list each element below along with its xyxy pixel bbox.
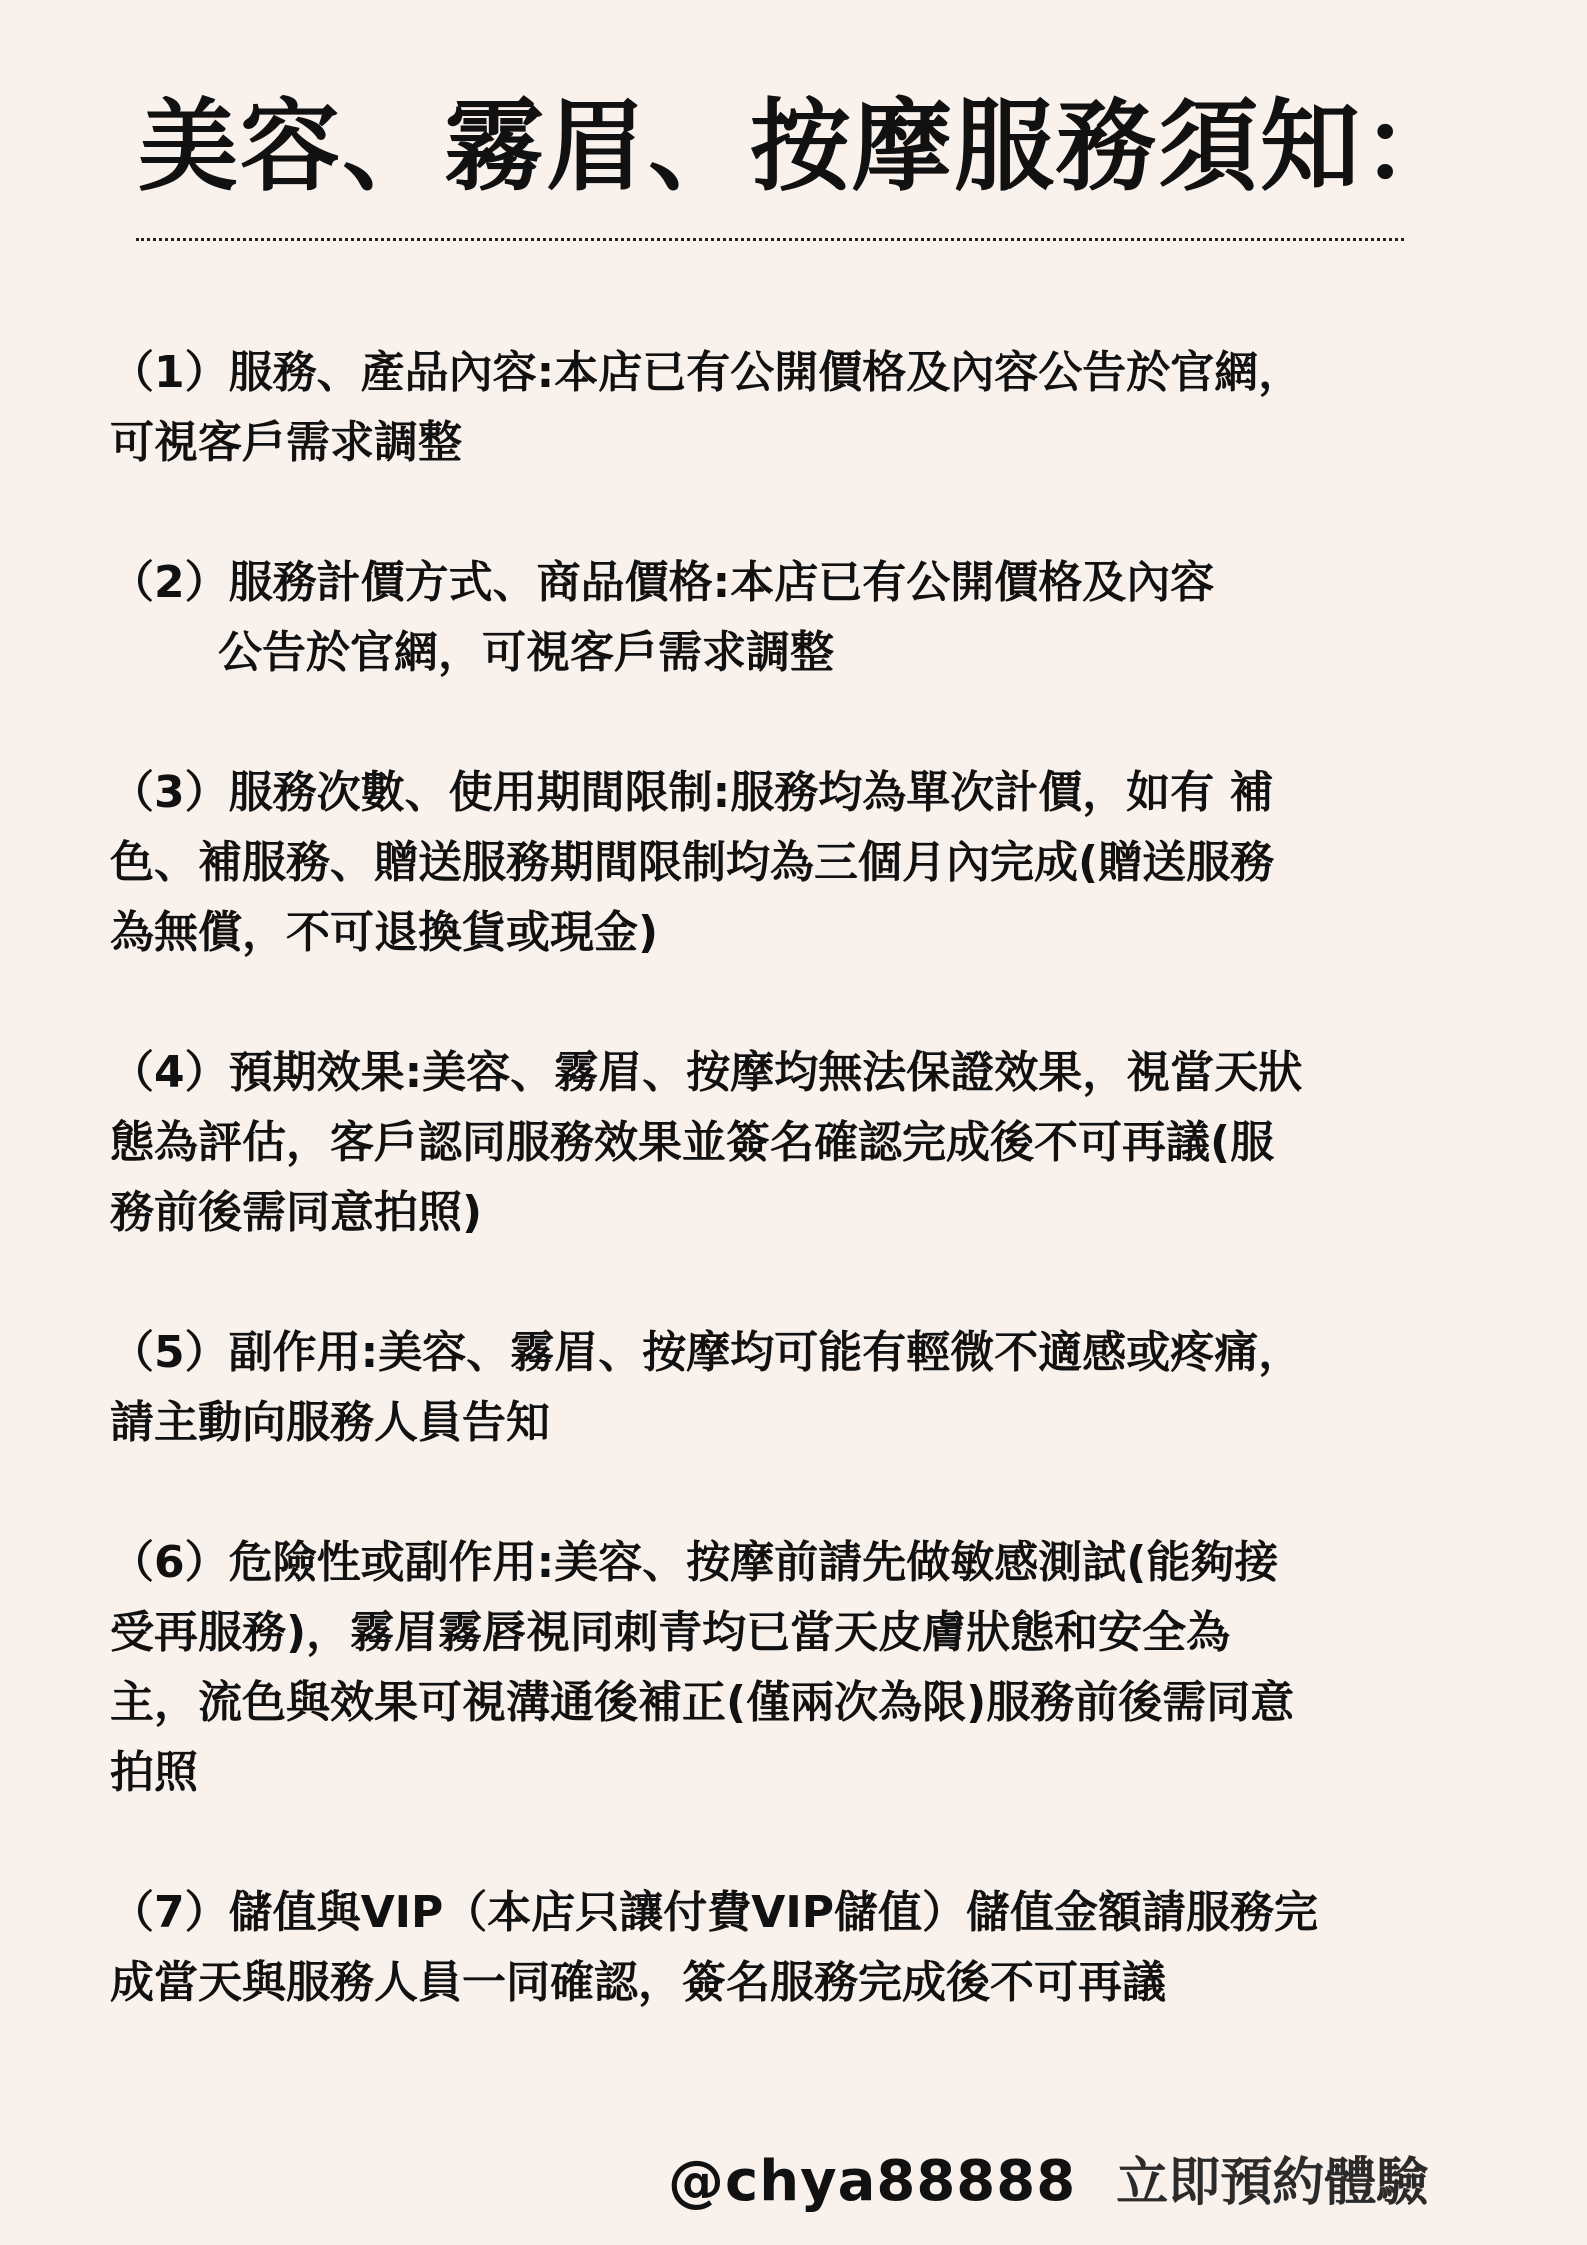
term-line: 請主動向服務人員告知 [110, 1397, 550, 1448]
term-line: （6）危險性或副作用:美容、按摩前請先做敏感測試(能夠接 [110, 1537, 1279, 1588]
term-line: （7）儲值與VIP（本店只讓付費VIP儲值）儲值金額請服務完 [110, 1887, 1318, 1938]
term-line: 色、補服務、贈送服務期間限制均為三個月內完成(贈送服務 [110, 837, 1275, 888]
term-line: 受再服務)，霧眉霧唇視同刺青均已當天皮膚狀態和安全為 [110, 1607, 1231, 1658]
term-line: （2）服務計價方式、商品價格:本店已有公開價格及內容 [110, 557, 1215, 608]
terms-list [110, 338, 1482, 2088]
term-line: 可視客戶需求調整 [110, 417, 462, 468]
term-item-5 [110, 1318, 1482, 1458]
booking-call-to-action[interactable]: 立即預約體驗 [1116, 2153, 1429, 2213]
footer [668, 2140, 1428, 2215]
term-line: （1）服務、產品內容:本店已有公開價格及內容公告於官網， [110, 347, 1303, 398]
dotted-divider [136, 238, 1404, 241]
term-item-7 [110, 1878, 1482, 2018]
term-item-1 [110, 338, 1482, 478]
term-item-6 [110, 1528, 1482, 1808]
term-line: 為無償，不可退換貨或現金) [110, 907, 659, 958]
term-line: （3）服務次數、使用期間限制:服務均為單次計價，如有 補 [110, 767, 1274, 818]
term-item-2 [110, 548, 1482, 688]
page-title: 美容、霧眉、按摩服務須知： [138, 88, 1464, 205]
term-line: 公告於官網，可視客戶需求調整 [218, 627, 834, 678]
term-line: 務前後需同意拍照) [110, 1187, 483, 1238]
term-line: 主，流色與效果可視溝通後補正(僅兩次為限)服務前後需同意 [110, 1677, 1295, 1728]
term-item-3 [110, 758, 1482, 968]
term-line: （5）副作用:美容、霧眉、按摩均可能有輕微不適感或疼痛， [110, 1327, 1303, 1378]
term-line: （4）預期效果:美容、霧眉、按摩均無法保證效果，視當天狀 [110, 1047, 1303, 1098]
term-line: 成當天與服務人員一同確認，簽名服務完成後不可再議 [110, 1957, 1166, 2008]
term-line: 態為評估，客戶認同服務效果並簽名確認完成後不可再議(服 [110, 1117, 1275, 1168]
term-item-4 [110, 1038, 1482, 1248]
term-line: 拍照 [110, 1747, 198, 1798]
social-handle[interactable]: @chya88888 [668, 2149, 1077, 2214]
